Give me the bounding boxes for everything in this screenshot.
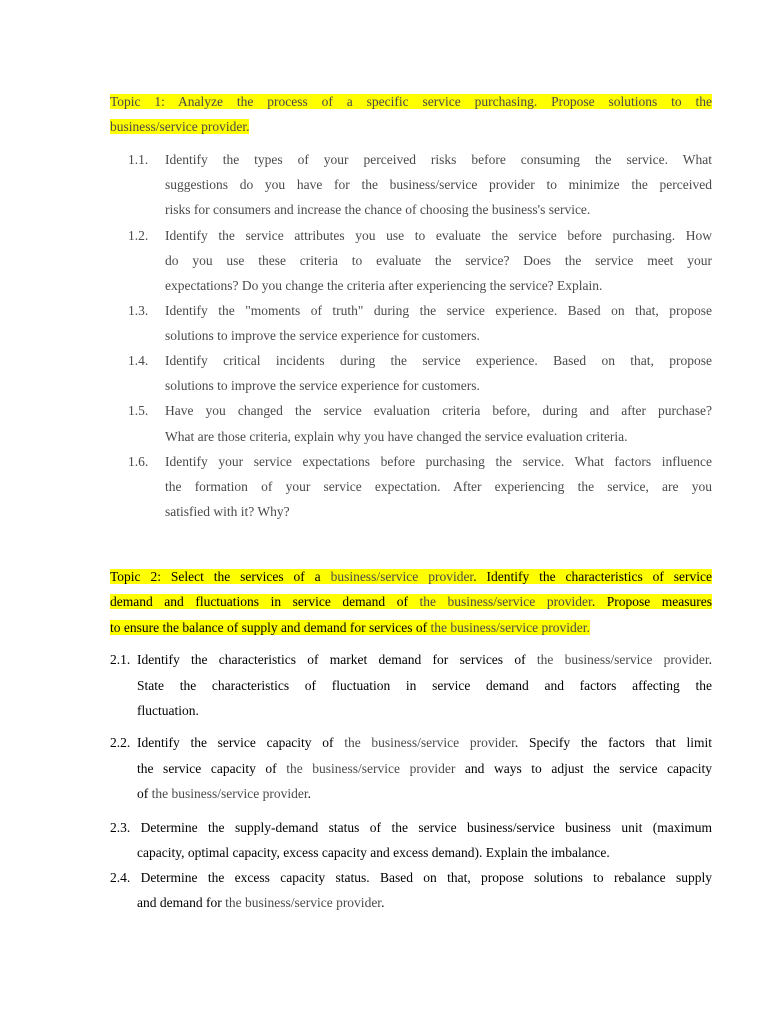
item-2-1-l1c: . xyxy=(708,652,713,667)
item-2-2-l3b: the business/service provider xyxy=(151,786,308,801)
item-2-4-l2b: the business/service provider xyxy=(225,895,382,910)
item-2-2-l2a: the service capacity of xyxy=(137,761,287,776)
topic2-l1b: business/service provider xyxy=(330,569,474,584)
item-2-1-number: 2.1. xyxy=(110,652,131,667)
item-1-1-line2: suggestions do you have for the business/service provider to minimize the perceived xyxy=(165,177,712,192)
item-1-2-line1: Identify the service attributes you use to evaluate the service before purchasing. How xyxy=(165,228,712,243)
item-2-2-number: 2.2. xyxy=(110,735,131,750)
item-2-1-l1b: the business/service provider xyxy=(536,652,709,667)
item-2-4-line2 xyxy=(137,890,712,915)
topic1-heading-text1: Topic 1: Analyze the process of a specific service purchasing. Propose solutions to the xyxy=(110,94,712,109)
item-2-1-line1 xyxy=(137,647,712,672)
topic2-heading-text2 xyxy=(110,594,712,609)
item-1-3-number: 1.3. xyxy=(128,303,149,318)
item-2-3-line2: capacity, optimal capacity, excess capacity and excess demand). Explain the imbalance. xyxy=(137,845,610,860)
item-1-2-line2: do you use these criteria to evaluate the service? Does the service meet your xyxy=(165,253,712,268)
item-2-2-line1 xyxy=(137,730,712,755)
item-2-1-line3: fluctuation. xyxy=(137,703,199,718)
item-2-2-l3c: . xyxy=(307,786,311,801)
topic2-l2c: . Propose measures xyxy=(591,594,713,609)
item-1-6-line2: the formation of your service expectation. After experiencing the service, are you xyxy=(165,479,712,494)
item-2-2-l1c: . Specify the factors that limit xyxy=(514,735,712,750)
topic2-heading-text3 xyxy=(110,620,590,635)
topic2-heading-text1 xyxy=(110,569,712,584)
item-2-2-line2 xyxy=(137,756,712,781)
item-1-6-line3: satisfied with it? Why? xyxy=(165,504,290,519)
topic2-l1c: . Identify the characteristics of service xyxy=(473,569,712,584)
item-2-4-line1: 2.4. Determine the excess capacity status. Based on that, propose solutions to rebalance supply xyxy=(110,870,712,885)
topic2-l1a: Topic 2: Select the services of a xyxy=(110,569,331,584)
topic2-l2b: the business/service provider xyxy=(419,594,592,609)
item-2-1-l1a: Identify the characteristics of market demand for services of xyxy=(137,652,537,667)
item-2-2-line3 xyxy=(137,781,712,806)
item-1-2-line3: expectations? Do you change the criteria after experiencing the service? Explain. xyxy=(165,278,603,293)
item-2-2-l3a: of xyxy=(137,786,152,801)
item-2-2-l1a: Identify the service capacity of xyxy=(137,735,345,750)
item-2-4-l2a: and demand for xyxy=(137,895,226,910)
item-1-1-line3: risks for consumers and increase the chance of choosing the business's service. xyxy=(165,202,591,217)
topic2-l2a: demand and fluctuations in service demand of xyxy=(110,594,420,609)
item-1-1-line1: Identify the types of your perceived risks before consuming the service. What xyxy=(165,152,712,167)
item-1-6-number: 1.6. xyxy=(128,454,149,469)
item-2-1-line2: State the characteristics of fluctuation in service demand and factors affecting the xyxy=(137,678,712,693)
item-1-5-line1: Have you changed the service evaluation criteria before, during and after purchase? xyxy=(165,403,712,418)
item-1-5-line2: What are those criteria, explain why you have changed the service evaluation criteria. xyxy=(165,429,628,444)
item-1-4-line2: solutions to improve the service experience for customers. xyxy=(165,378,480,393)
item-1-3-line1: Identify the "moments of truth" during the service experience. Based on that, propose xyxy=(165,303,712,318)
topic1-heading-line2 xyxy=(110,114,712,139)
item-1-5-number: 1.5. xyxy=(128,403,149,418)
item-2-3-line1: 2.3. Determine the supply-demand status of the service business/service business unit (maximum xyxy=(110,820,712,835)
item-1-4-number: 1.4. xyxy=(128,353,149,368)
item-2-4-l2c: . xyxy=(381,895,385,910)
topic2-heading-line3 xyxy=(110,615,712,640)
topic1-heading-text2: business/service provider. xyxy=(110,119,250,134)
topic2-l3a: to ensure the balance of supply and demand for services of xyxy=(110,620,431,635)
topic2-heading-line2 xyxy=(110,589,712,614)
item-1-2-number: 1.2. xyxy=(128,228,149,243)
item-1-4-line1: Identify critical incidents during the service experience. Based on that, propose xyxy=(165,353,712,368)
topic2-heading-line1 xyxy=(110,564,712,589)
item-2-2-l2b: the business/service provider xyxy=(286,761,456,776)
topic2-l3b: the business/service provider. xyxy=(430,620,590,635)
item-1-3-line2: solutions to improve the service experience for customers. xyxy=(165,328,480,343)
item-1-1-number: 1.1. xyxy=(128,152,149,167)
item-1-6-line1: Identify your service expectations before purchasing the service. What factors influence xyxy=(165,454,712,469)
topic1-heading-line1 xyxy=(110,89,712,114)
item-2-2-l2c: and ways to adjust the service capacity xyxy=(455,761,712,776)
item-2-2-l1b: the business/service provider xyxy=(344,735,515,750)
